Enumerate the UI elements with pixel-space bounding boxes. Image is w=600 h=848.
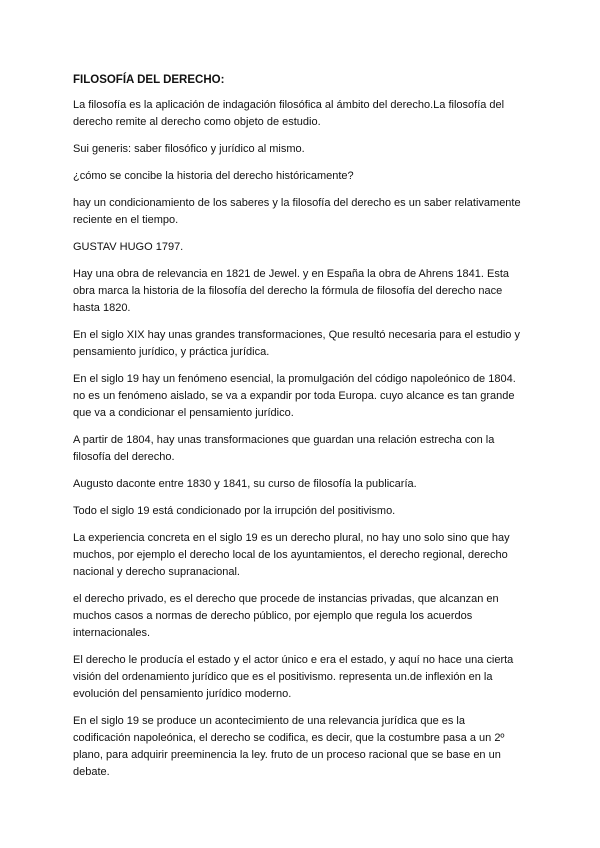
paragraph <box>73 97 543 131</box>
paragraph <box>73 371 543 422</box>
text-line: La filosofía es la aplicación de indagación filosófica al ámbito del derecho.La filosofía del <box>73 99 505 111</box>
text-line: Sui generis: saber filosófico y jurídico al mismo. <box>73 143 305 155</box>
text-line: evolución del pensamiento jurídico moderno. <box>73 688 292 700</box>
paragraph <box>73 432 543 466</box>
text-line: que va a condicionar el pensamiento jurídico. <box>73 407 294 419</box>
paragraph <box>73 168 543 185</box>
text-line: muchos, por ejemplo el derecho local de los ayuntamientos, el derecho regional, derecho <box>73 549 508 561</box>
text-line: A partir de 1804, hay unas transformaciones que guardan una relación estrecha con la <box>73 434 495 446</box>
text-line: Todo el siglo 19 está condicionado por la irrupción del positivismo. <box>73 505 396 517</box>
paragraph <box>73 266 543 317</box>
text-line: En el siglo XIX hay unas grandes transformaciones, Que resultó necesaria para el estudio y <box>73 329 520 341</box>
text-line: hay un condicionamiento de los saberes y la filosofía del derecho es un saber relativamente <box>73 197 521 209</box>
paragraph <box>73 195 543 229</box>
text-line: filosofía del derecho. <box>73 451 175 463</box>
text-line: En el siglo 19 hay un fenómeno esencial, la promulgación del código napoleónico de 1804. <box>73 373 516 385</box>
text-line: pensamiento jurídico, y práctica jurídica. <box>73 346 270 358</box>
paragraph <box>73 652 543 703</box>
text-line: derecho remite al derecho como objeto de estudio. <box>73 116 321 128</box>
text-line: plano, para adquirir preeminencia la ley. fruto de un proceso racional que se base en un <box>73 749 501 761</box>
paragraph <box>73 327 543 361</box>
text-line: GUSTAV HUGO 1797. <box>73 241 184 253</box>
text-line: obra marca la historia de la filosofía del derecho la fórmula de filosofía del derecho nace <box>73 285 503 297</box>
text-line: internacionales. <box>73 627 151 639</box>
text-line: Hay una obra de relevancia en 1821 de Jewel. y en España la obra de Ahrens 1841. Esta <box>73 268 510 280</box>
text-line: debate. <box>73 766 110 778</box>
text-line: El derecho le producía el estado y el actor único e era el estado, y aquí no hace una cierta <box>73 654 514 666</box>
paragraph <box>73 239 543 256</box>
text-line: nacional y derecho supranacional. <box>73 566 240 578</box>
text-line: codificación napoleónica, el derecho se codifica, es decir, que la costumbre pasa a un 2º <box>73 732 505 744</box>
text-line: visión del ordenamiento jurídico que es el positivismo. representa un.de inflexión en la <box>73 671 493 683</box>
paragraph <box>73 141 543 158</box>
text-line: muchos casos a normas de derecho público, por ejemplo que regula los acuerdos <box>73 610 473 622</box>
text-line: En el siglo 19 se produce un acontecimiento de una relevancia jurídica que es la <box>73 715 465 727</box>
paragraph <box>73 591 543 642</box>
document-title: FILOSOFÍA DEL DERECHO: <box>73 74 225 86</box>
paragraph <box>73 713 543 781</box>
text-line: Augusto daconte entre 1830 y 1841, su curso de filosofía la publicaría. <box>73 478 417 490</box>
text-line: hasta 1820. <box>73 302 131 314</box>
paragraph <box>73 503 543 520</box>
text-line: no es un fenómeno aislado, se va a expandir por toda Europa. cuyo alcance es tan grande <box>73 390 515 402</box>
text-line: La experiencia concreta en el siglo 19 es un derecho plural, no hay uno solo sino que hay <box>73 532 510 544</box>
paragraph <box>73 476 543 493</box>
text-line: reciente en el tiempo. <box>73 214 179 226</box>
document-page <box>73 72 543 791</box>
document-body <box>73 97 543 781</box>
paragraph <box>73 530 543 581</box>
text-line: el derecho privado, es el derecho que procede de instancias privadas, que alcanzan en <box>73 593 499 605</box>
text-line: ¿cómo se concibe la historia del derecho históricamente? <box>73 170 354 182</box>
